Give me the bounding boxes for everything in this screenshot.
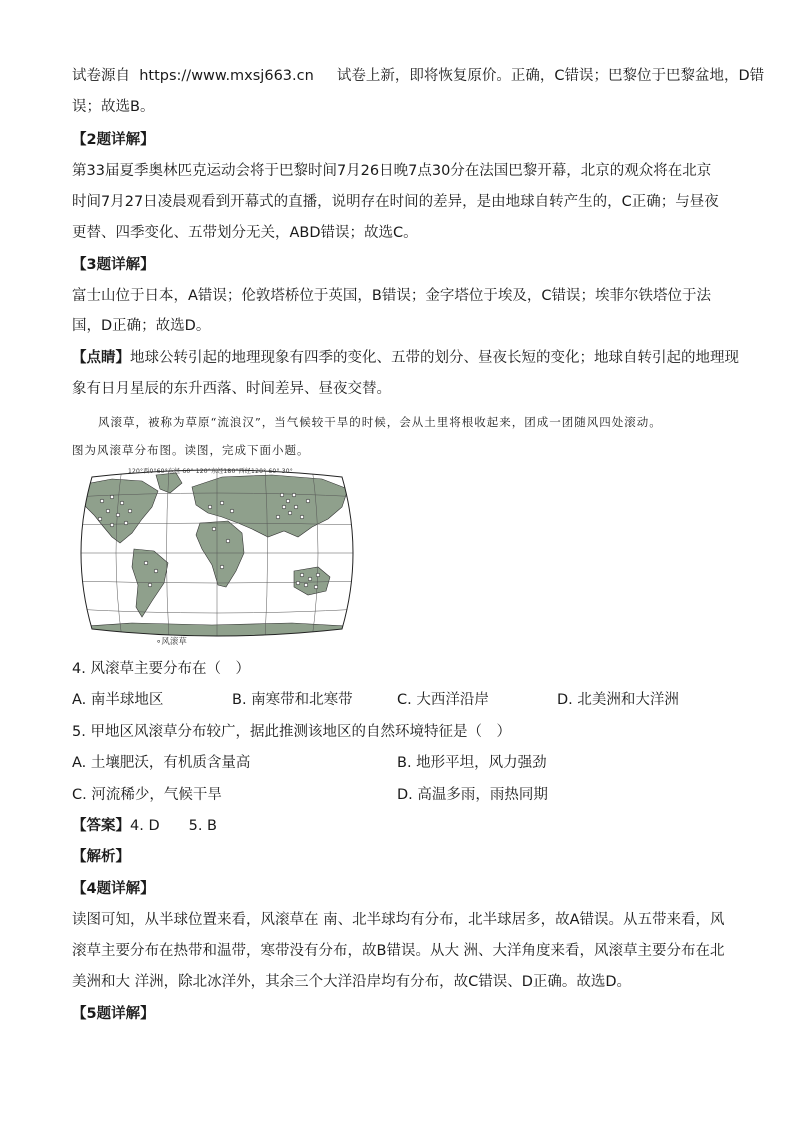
world-map-figure: [72, 467, 362, 639]
intro-line-1: 风滚草，被称为草原“流浪汉”，当气候较干旱的时候，会从土里将根收起来，团成一团随风四处滚动。: [98, 415, 662, 429]
intro-line-2: 图为风滚草分布图。读图，完成下面小题。: [72, 443, 310, 457]
q2-heading: 【2题详解】: [72, 132, 155, 148]
q2-line-2: 时间7月27日凌晨观看到开幕式的直播，说明存在时间的差异，是由地球自转产生的，C正确；与昼夜: [72, 194, 719, 210]
answer-label: 【答案】: [72, 818, 130, 834]
tip-text: 地球公转引起的地理现象有四季的变化、五带的划分、昼夜长短的变化；地球自转引起的地理现: [130, 350, 739, 366]
q4-detail-line-3: 美洲和大 洋洲，除北冰洋外，其余三个大洋沿岸均有分布，故C错误、D正确。故选D。: [72, 974, 632, 990]
q4-stem: 4. 风滚草主要分布在（ ）: [72, 661, 250, 677]
tip-line-1: [72, 348, 739, 368]
tip-label: 【点睛】: [72, 350, 130, 366]
source-url: https://www.mxsj663.cn: [139, 68, 314, 84]
q4-option-d: D. 北美洲和大洋洲: [557, 692, 679, 708]
header-text: 试卷上新，即将恢复原价。正确，C错误；巴黎位于巴黎盆地，D错: [336, 68, 765, 84]
q4-option-b: B. 南寒带和北寒带: [232, 692, 353, 708]
q3-line-2: 国，D正确；故选D。: [72, 318, 211, 334]
analysis-label: 【解析】: [72, 849, 130, 865]
q2-line-1: 第33届夏季奥林匹克运动会将于巴黎时间7月26日晚7点30分在法国巴黎开幕，北京的观众将在北京: [72, 163, 712, 179]
q4-detail-heading: 【4题详解】: [72, 881, 155, 897]
q5-option-d: D. 高温多雨，雨热同期: [397, 787, 548, 803]
q5-option-b: B. 地形平坦，风力强劲: [397, 755, 547, 771]
q5-option-a: A. 土壤肥沃，有机质含量高: [72, 755, 251, 771]
q4-option-c: C. 大西洋沿岸: [397, 692, 489, 708]
header-line-2: 误；故选B。: [72, 99, 155, 115]
source-label: 试卷源自: [72, 68, 130, 84]
q4-detail-line-1: 读图可知，从半球位置来看，风滚草在 南、北半球均有分布，北半球居多，故A错误。从五带来看，风: [72, 912, 725, 928]
q5-detail-heading: 【5题详解】: [72, 1006, 155, 1022]
tumbleweed-distribution-map: [72, 467, 362, 649]
q5-stem: 5. 甲地区风滚草分布较广，据此推测该地区的自然环境特征是（ ）: [72, 724, 511, 740]
q4-detail-line-2: 滚草主要分布在热带和温带，寒带没有分布，故B错误。从大 洲、大洋角度来看，风滚草主要分布在北: [72, 943, 725, 959]
map-legend: ∘风滚草: [156, 637, 187, 647]
answer-line: [72, 816, 217, 836]
q3-line-1: 富士山位于日本，A错误；伦敦塔桥位于英国，B错误；金字塔位于埃及，C错误；埃菲尔铁塔位于法: [72, 288, 711, 304]
q4-option-a: A. 南半球地区: [72, 692, 164, 708]
q2-line-3: 更替、四季变化、五带划分无关，ABD错误；故选C。: [72, 225, 418, 241]
header-line-1: [72, 66, 764, 86]
q5-option-c: C. 河流稀少，气候干旱: [72, 787, 222, 803]
tip-line-2: 象有日月星辰的东升西落、时间差异、昼夜交替。: [72, 381, 391, 397]
map-longitude-labels: 120°西0°60°东经 60° 120°东经180°西经120° 60° 30°: [128, 468, 293, 475]
answer-text: 4. D 5. B: [130, 818, 217, 834]
q3-heading: 【3题详解】: [72, 257, 155, 273]
